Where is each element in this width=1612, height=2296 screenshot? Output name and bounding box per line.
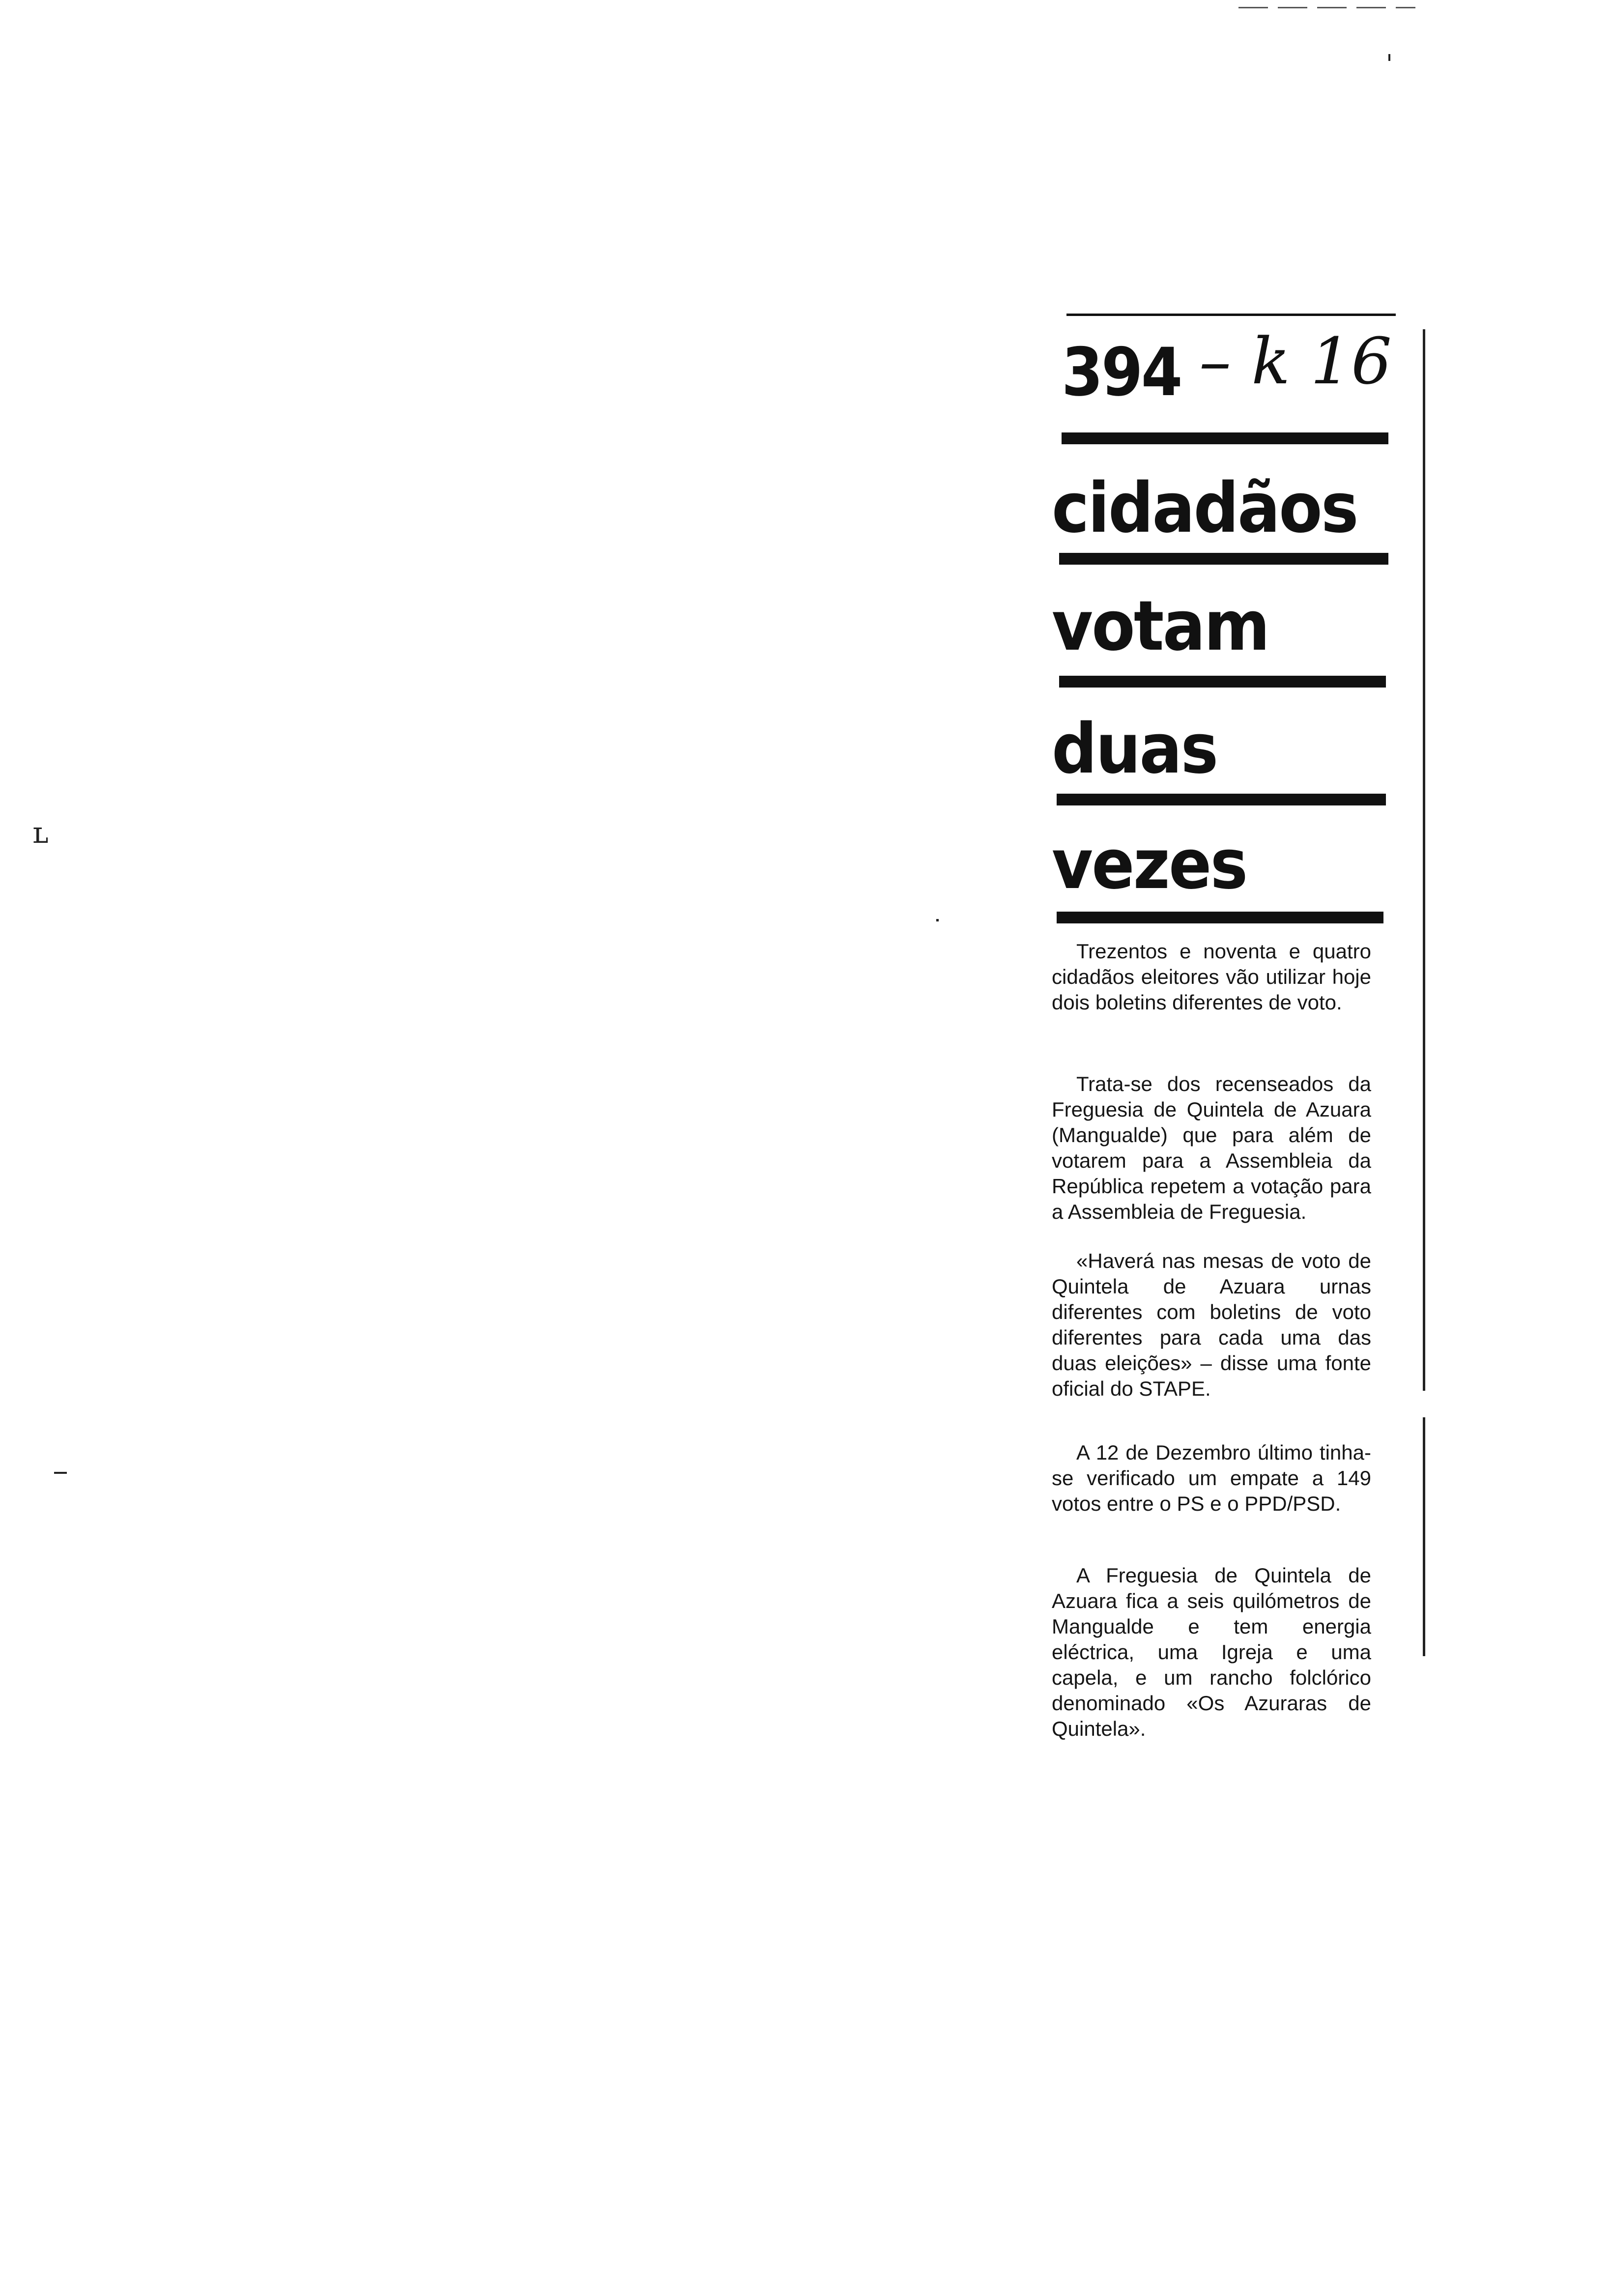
scan-speck bbox=[1388, 54, 1390, 61]
article-paragraph: «Haverá nas mesas de voto de Quintela de Azuara urnas diferentes com boletins de voto diferentes para cada uma das duas eleições» – disse uma fonte oficial do STAPE. bbox=[1052, 1249, 1371, 1400]
newspaper-clipping bbox=[1052, 305, 1391, 1754]
scan-mark-left: ʟ bbox=[32, 816, 49, 850]
headline-rule bbox=[1057, 794, 1386, 805]
scan-speck bbox=[54, 1472, 67, 1474]
article-paragraph: Trata-se dos recenseados da Freguesia de Quintela de Azuara (Mangualde) que para além de votarem para a Assembleia da República repetem a votação para a Assembleia de Freguesia. bbox=[1052, 1072, 1371, 1223]
headline-rule bbox=[1059, 676, 1386, 688]
headline-word-3: duas bbox=[1052, 709, 1217, 789]
scan-artifact-top bbox=[1238, 7, 1415, 8]
handwritten-annotation: – k 16 bbox=[1199, 324, 1392, 399]
clipping-edge bbox=[1423, 329, 1425, 1656]
headline-rule bbox=[1057, 912, 1383, 923]
top-rule bbox=[1066, 314, 1396, 316]
headline-word-4: vezes bbox=[1052, 825, 1247, 905]
headline-word-2: votam bbox=[1052, 586, 1269, 666]
headline-word-1: cidadãos bbox=[1052, 468, 1357, 548]
clip-number: 394 bbox=[1062, 334, 1181, 411]
scan-speck bbox=[936, 919, 939, 921]
article-paragraph: A 12 de Dezembro último tinha-se verificado um empate a 149 votos entre o PS e o PPD/PSD. bbox=[1052, 1441, 1371, 1515]
article-paragraph: A Freguesia de Quintela de Azuara fica a seis quilómetros de Mangualde e tem energia eléctrica, uma Igreja e uma capela, e um rancho folclórico denominado «Os Azuraras de Quintela». bbox=[1052, 1564, 1371, 1740]
headline-rule bbox=[1059, 553, 1388, 565]
headline-rule bbox=[1062, 432, 1388, 444]
article-paragraph: Trezentos e noventa e quatro cidadãos eleitores vão utilizar hoje dois boletins diferentes de voto. bbox=[1052, 940, 1371, 1014]
